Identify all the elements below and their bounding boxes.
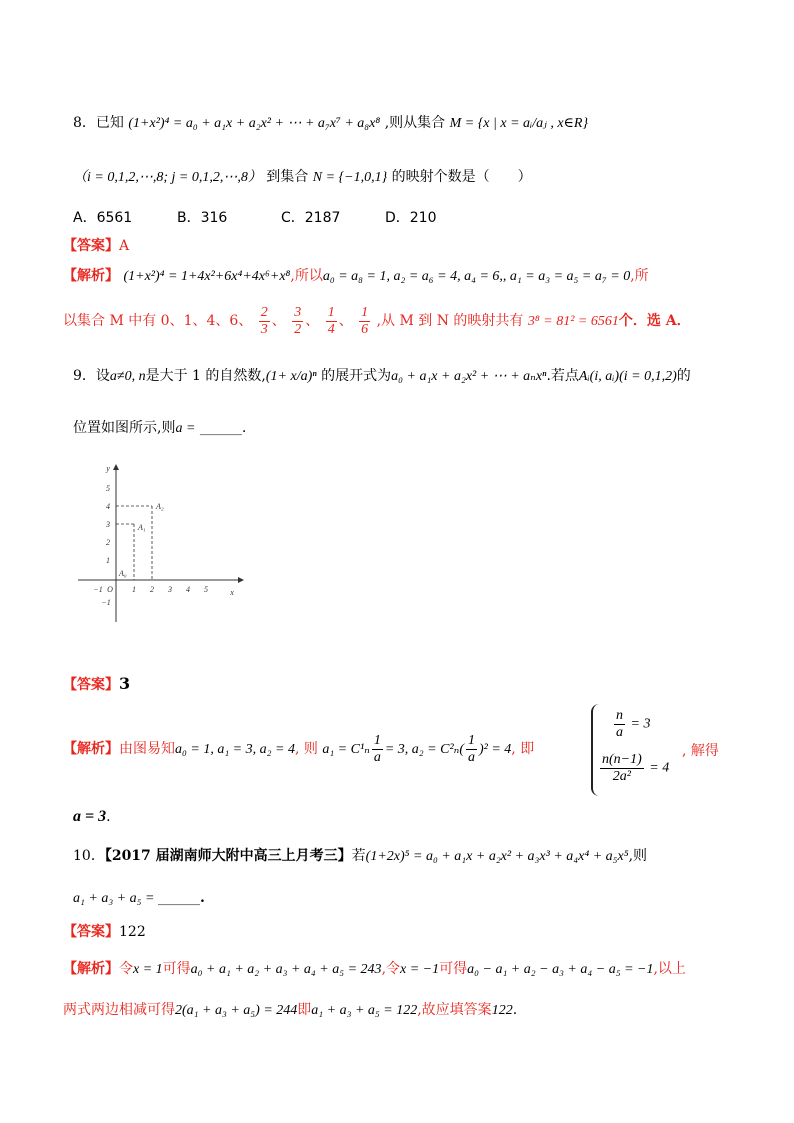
q8-option-c: C．2187	[281, 210, 341, 226]
y-label: y	[106, 464, 110, 473]
q8-mid-text: ,则从集合	[384, 115, 446, 131]
x-tick-2: 2	[150, 585, 154, 594]
q8-analysis-count: 3⁸ = 81² = 6561	[527, 314, 619, 329]
q8-set-n: N = {−1,0,1}	[312, 170, 388, 185]
q8-fraction-2-3: $\frac{2}{3}$	[260, 304, 268, 337]
q8-answer-value: A	[119, 238, 130, 254]
q10-blank: ______	[157, 890, 200, 906]
x-tick-5: 5	[204, 585, 208, 594]
q8-analysis-text-2: ,所	[630, 268, 649, 284]
q9-number: 9．设	[73, 368, 110, 384]
q8-line1	[73, 113, 588, 134]
q9-text-5: 的	[676, 368, 691, 384]
q10-number: 10．	[73, 848, 105, 864]
q9-point: Aᵢ(i, aᵢ)(i = 0,1,2)	[578, 369, 677, 384]
q9-line2-var: a =	[175, 421, 196, 436]
q10-sum: a₁ + a₃ + a₅ =	[73, 891, 158, 906]
q9-line2-text: 位置如图所示,则	[73, 420, 176, 436]
point-a0-label: A₀	[119, 569, 127, 578]
q9-text-3: 的展开式为	[321, 368, 392, 384]
q9-analysis-text-3: , 即	[511, 741, 535, 757]
q10-source: 【2017 届湖南师大附中高三上月考三】	[104, 848, 352, 864]
origin-label: O	[107, 585, 113, 594]
q10-answer	[63, 922, 146, 942]
q8-option-d: D．210	[385, 210, 437, 226]
q9-analysis-frac-2: $\frac{1}{a}$	[467, 732, 475, 765]
q8-analysis-tag: 【解析】	[63, 268, 119, 284]
q8-line2	[73, 167, 532, 188]
y-tick-3: 3	[106, 520, 110, 529]
y-axis-arrow	[113, 464, 119, 470]
q8-analysis-line1	[63, 266, 649, 287]
q9-analysis-values: a₀ = 1, a₁ = 3, a₂ = 4	[175, 742, 295, 757]
q9-binomial: (1+ x/a)ⁿ	[265, 369, 317, 384]
q10-text-2: ,则	[628, 848, 648, 864]
q9-result-value: a = 3	[73, 808, 107, 825]
q9-expansion: a₀ + a₁x + a₂x² + ⋯ + aₙxⁿ	[391, 369, 547, 384]
y-tick-4: 4	[106, 502, 110, 511]
q8-answer-tag: 【答案】	[63, 238, 119, 254]
q10-answer-tag: 【答案】	[63, 924, 119, 940]
q8-fraction-1-6: $\frac{1}{6}$	[361, 304, 369, 337]
q8-index-condition: （i = 0,1,2,⋯,8; j = 0,1,2,⋯,8）	[73, 170, 262, 185]
q10-analysis-line2: 两式两边相减可得2(a₁ + a₃ + a₅) = 244即a₁ + a₃ + a₅ = 122,故应填答案122.	[63, 1002, 518, 1018]
q8-expression: (1+x²)⁴ = a₀ + a₁x + a₂x² + ⋯ + a₇x⁷ + a₈x⁸	[128, 116, 381, 131]
q8-analysis-text-3: 以集合 M 中有 0、1、4、6、	[63, 313, 253, 329]
x-label: x	[230, 588, 234, 597]
q10-analysis-line1: 【解析】令x = 1可得a₀ + a₁ + a₂ + a₃ + a₄ + a₅ = 243,令x = −1可得a₀ − a₁ + a₂ − a₃ + a₄ − a₅ = −1,以上	[63, 961, 686, 977]
q9-condition: a≠0, n	[109, 369, 146, 384]
q8-option-a: A．6561	[73, 210, 133, 226]
q8-number: 8．已知	[73, 115, 124, 131]
q10-expression: (1+2x)⁵ = a₀ + a₁x + a₂x² + a₃x³ + a₄x⁴ + a₅x⁵	[365, 849, 629, 864]
q9-system-eq1: $\frac{n}{a}$ = 3	[616, 708, 651, 740]
point-a2-label: A₂	[156, 502, 164, 511]
q9-analysis-text-2: , 则	[294, 741, 318, 757]
q9-analysis-text-1: 由图易知	[119, 741, 175, 757]
q10-analysis-tag: 【解析】	[63, 961, 119, 977]
y-tick-5: 5	[106, 484, 110, 493]
y-tick-1: 1	[106, 556, 110, 565]
q9-analysis-text-4: , 解得	[682, 743, 719, 759]
q8-analysis-line2: 以集合 M 中有 0、1、4、6、 $\frac{2}{3}$ 、 $\frac{3}{2}$ 、 $\frac{1}{4}$ 、 $\frac{1}{6}$ ,从 M 到 N 的映射共有 3⁸ = 81² = 6561个．选 A．	[63, 304, 691, 337]
q9-answer	[63, 674, 130, 695]
q10-text-1: 若	[351, 848, 366, 864]
q9-analysis-line1	[63, 731, 534, 768]
q8-option-b: B．316	[177, 210, 228, 226]
q8-set-m: M = {x | x = aᵢ/aⱼ , x∈R}	[449, 116, 589, 131]
point-a1-label: A₁	[138, 523, 146, 532]
q9-analysis-a3: )² = 4	[478, 742, 512, 757]
q9-system-eq2: $\frac{n(n-1)}{\text{2a²}}$ = 4	[602, 752, 670, 784]
q9-analysis-a2: = 3, a₂ = C²ₙ(	[384, 742, 464, 757]
q9-analysis-frac-1: $\frac{1}{a}$	[373, 732, 381, 765]
q8-line2-text: 到集合	[266, 169, 309, 185]
x-tick-3: 3	[168, 585, 172, 594]
q10-line1	[73, 846, 647, 867]
q8-line2-end: 的映射个数是（ ）	[391, 169, 532, 185]
q9-text-2: 是大于 1 的自然数,	[145, 368, 266, 384]
q9-line2-end: .	[241, 420, 247, 436]
q9-graph	[78, 462, 248, 632]
q9-result: a = 3.	[73, 808, 111, 825]
q8-analysis-text-1: ,所以	[290, 268, 323, 284]
q9-analysis-a1: a₁ = C¹ₙ	[322, 742, 370, 757]
x-tick-1: 1	[132, 585, 136, 594]
y-tick-2: 2	[106, 538, 110, 547]
q10-line2: a₁ + a₃ + a₅ = ______.	[73, 890, 205, 906]
q8-analysis-text-4: ,从 M 到 N 的映射共有	[376, 313, 524, 329]
q9-answer-tag: 【答案】	[63, 677, 119, 693]
x-tick-4: 4	[186, 585, 190, 594]
q10-answer-value: 122	[119, 924, 146, 940]
q9-text-4: .若点	[546, 368, 579, 384]
q9-line2	[73, 418, 246, 439]
q8-analysis-coefficients: a₀ = a₈ = 1, a₂ = a₆ = 4, a₄ = 6,, a₁ = a₃ = a₅ = a₇ = 0	[322, 269, 631, 284]
x-tick-neg1: −1	[93, 585, 103, 594]
q9-blank: ______	[199, 420, 242, 436]
q9-line1	[73, 366, 691, 387]
q8-analysis-text-5: 个．选 A．	[618, 313, 691, 329]
q8-answer	[63, 236, 129, 256]
q8-fraction-3-2: $\frac{3}{2}$	[294, 304, 302, 337]
q9-answer-value: 3	[119, 674, 131, 693]
y-tick-neg1: −1	[101, 598, 111, 607]
x-axis-arrow	[238, 577, 244, 583]
q9-analysis-tag: 【解析】	[63, 741, 119, 757]
q8-analysis-expansion: (1+x²)⁴ = 1+4x²+6x⁴+4x⁶+x⁸	[123, 269, 291, 284]
q8-fraction-1-4: $\frac{1}{4}$	[327, 304, 335, 337]
